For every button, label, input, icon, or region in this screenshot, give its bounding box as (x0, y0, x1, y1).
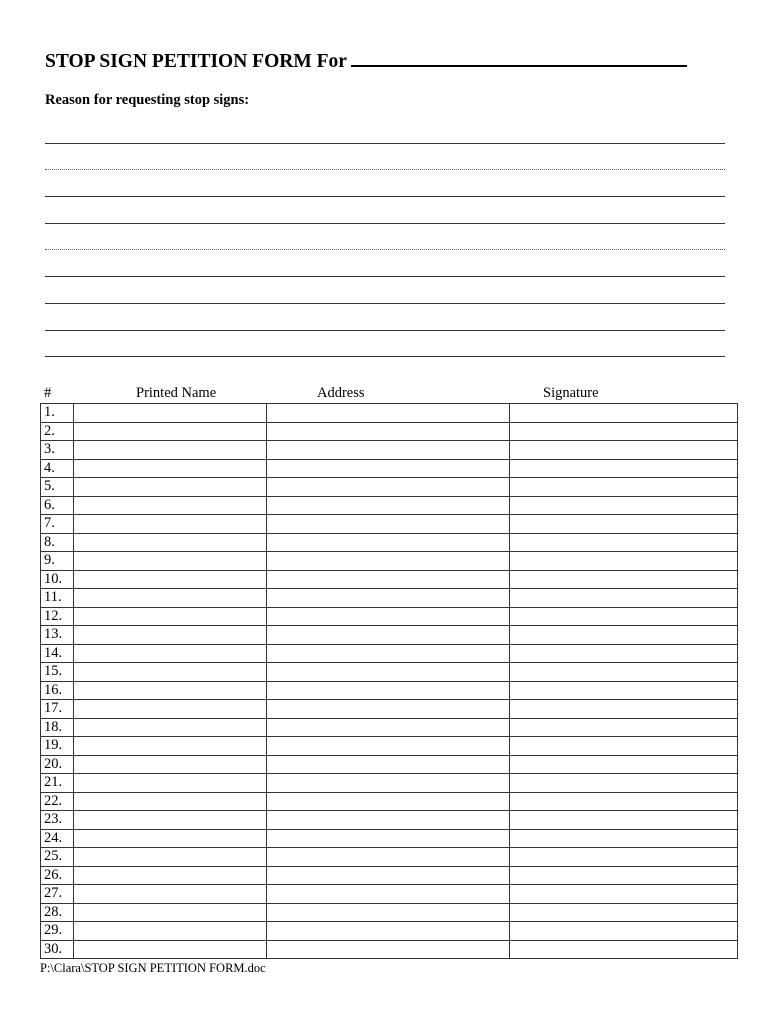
table-row (41, 866, 738, 885)
signature-cell[interactable] (510, 811, 738, 830)
table-row (41, 422, 738, 441)
signature-cell[interactable] (510, 626, 738, 645)
printed-name-cell[interactable] (74, 903, 267, 922)
file-path-footer: P:\Clara\STOP SIGN PETITION FORM.doc (40, 961, 266, 975)
printed-name-cell[interactable] (74, 422, 267, 441)
signature-cell[interactable] (510, 496, 738, 515)
reason-line[interactable] (45, 356, 725, 357)
signature-cell[interactable] (510, 663, 738, 682)
reason-line[interactable] (45, 330, 725, 331)
reason-label: Reason for requesting stop signs: (45, 92, 250, 108)
signature-table (40, 403, 738, 959)
printed-name-cell[interactable] (74, 441, 267, 460)
row-number: 15. (41, 663, 74, 682)
address-cell[interactable] (267, 885, 510, 904)
address-cell[interactable] (267, 422, 510, 441)
address-cell[interactable] (267, 441, 510, 460)
signature-cell[interactable] (510, 700, 738, 719)
printed-name-cell[interactable] (74, 718, 267, 737)
printed-name-cell[interactable] (74, 811, 267, 830)
address-cell[interactable] (267, 663, 510, 682)
row-number: 4. (41, 459, 74, 478)
reason-line[interactable] (45, 276, 725, 277)
printed-name-cell[interactable] (74, 885, 267, 904)
signature-cell[interactable] (510, 607, 738, 626)
address-cell[interactable] (267, 478, 510, 497)
signature-cell[interactable] (510, 903, 738, 922)
row-number: 27. (41, 885, 74, 904)
table-row (41, 940, 738, 959)
printed-name-cell[interactable] (74, 681, 267, 700)
row-number: 7. (41, 515, 74, 534)
signature-cell[interactable] (510, 552, 738, 571)
table-row (41, 774, 738, 793)
row-number: 30. (41, 940, 74, 959)
signature-cell[interactable] (510, 885, 738, 904)
table-row (41, 829, 738, 848)
address-cell[interactable] (267, 737, 510, 756)
signature-cell[interactable] (510, 737, 738, 756)
printed-name-cell[interactable] (74, 589, 267, 608)
signature-cell[interactable] (510, 681, 738, 700)
column-header-address: Address (317, 385, 365, 401)
reason-line[interactable] (45, 303, 725, 304)
printed-name-cell[interactable] (74, 478, 267, 497)
address-cell[interactable] (267, 552, 510, 571)
table-row (41, 885, 738, 904)
reason-line[interactable] (45, 223, 725, 224)
table-row (41, 792, 738, 811)
printed-name-cell[interactable] (74, 459, 267, 478)
address-cell[interactable] (267, 496, 510, 515)
table-row (41, 607, 738, 626)
printed-name-cell[interactable] (74, 829, 267, 848)
signature-cell[interactable] (510, 866, 738, 885)
signature-cell[interactable] (510, 774, 738, 793)
printed-name-cell[interactable] (74, 866, 267, 885)
address-cell[interactable] (267, 811, 510, 830)
address-cell[interactable] (267, 718, 510, 737)
table-row (41, 663, 738, 682)
row-number: 8. (41, 533, 74, 552)
printed-name-cell[interactable] (74, 552, 267, 571)
row-number: 21. (41, 774, 74, 793)
row-number: 10. (41, 570, 74, 589)
printed-name-cell[interactable] (74, 922, 267, 941)
row-number: 18. (41, 718, 74, 737)
signature-cell[interactable] (510, 515, 738, 534)
address-cell[interactable] (267, 570, 510, 589)
table-row (41, 515, 738, 534)
printed-name-cell[interactable] (74, 515, 267, 534)
address-cell[interactable] (267, 922, 510, 941)
table-row (41, 700, 738, 719)
reason-line[interactable] (45, 143, 725, 144)
row-number: 2. (41, 422, 74, 441)
table-row (41, 681, 738, 700)
form-title (45, 47, 687, 73)
table-row (41, 626, 738, 645)
row-number: 12. (41, 607, 74, 626)
table-row (41, 441, 738, 460)
signature-cell[interactable] (510, 644, 738, 663)
table-row (41, 552, 738, 571)
row-number: 19. (41, 737, 74, 756)
row-number: 23. (41, 811, 74, 830)
row-number: 9. (41, 552, 74, 571)
signature-cell[interactable] (510, 848, 738, 867)
column-header-printed-name: Printed Name (136, 385, 217, 401)
table-row (41, 478, 738, 497)
row-number: 13. (41, 626, 74, 645)
printed-name-cell[interactable] (74, 404, 267, 423)
row-number: 26. (41, 866, 74, 885)
signature-cell[interactable] (510, 441, 738, 460)
signature-cell[interactable] (510, 478, 738, 497)
address-cell[interactable] (267, 626, 510, 645)
table-row (41, 848, 738, 867)
table-row (41, 903, 738, 922)
signature-cell[interactable] (510, 570, 738, 589)
printed-name-cell[interactable] (74, 644, 267, 663)
table-row (41, 922, 738, 941)
row-number: 22. (41, 792, 74, 811)
address-cell[interactable] (267, 404, 510, 423)
signature-cell[interactable] (510, 422, 738, 441)
printed-name-cell[interactable] (74, 755, 267, 774)
printed-name-cell[interactable] (74, 607, 267, 626)
printed-name-cell[interactable] (74, 737, 267, 756)
printed-name-cell[interactable] (74, 792, 267, 811)
row-number: 25. (41, 848, 74, 867)
table-row (41, 811, 738, 830)
table-row (41, 496, 738, 515)
row-number: 24. (41, 829, 74, 848)
address-cell[interactable] (267, 700, 510, 719)
table-row (41, 755, 738, 774)
row-number: 11. (41, 589, 74, 608)
row-number: 20. (41, 755, 74, 774)
row-number: 16. (41, 681, 74, 700)
table-row (41, 737, 738, 756)
printed-name-cell[interactable] (74, 570, 267, 589)
row-number: 14. (41, 644, 74, 663)
printed-name-cell[interactable] (74, 533, 267, 552)
signature-cell[interactable] (510, 922, 738, 941)
address-cell[interactable] (267, 940, 510, 959)
address-cell[interactable] (267, 533, 510, 552)
printed-name-cell[interactable] (74, 774, 267, 793)
form-title-text: STOP SIGN PETITION FORM For (45, 51, 347, 72)
address-cell[interactable] (267, 903, 510, 922)
row-number: 5. (41, 478, 74, 497)
address-cell[interactable] (267, 459, 510, 478)
row-number: 29. (41, 922, 74, 941)
column-header-signature: Signature (543, 385, 599, 401)
table-row (41, 718, 738, 737)
signature-cell[interactable] (510, 459, 738, 478)
row-number: 3. (41, 441, 74, 460)
signature-cell[interactable] (510, 755, 738, 774)
printed-name-cell[interactable] (74, 848, 267, 867)
address-cell[interactable] (267, 515, 510, 534)
row-number: 1. (41, 404, 74, 423)
printed-name-cell[interactable] (74, 663, 267, 682)
signature-cell[interactable] (510, 792, 738, 811)
address-cell[interactable] (267, 681, 510, 700)
printed-name-cell[interactable] (74, 496, 267, 515)
address-cell[interactable] (267, 792, 510, 811)
signature-cell[interactable] (510, 404, 738, 423)
row-number: 17. (41, 700, 74, 719)
address-cell[interactable] (267, 589, 510, 608)
address-cell[interactable] (267, 866, 510, 885)
row-number: 6. (41, 496, 74, 515)
printed-name-cell[interactable] (74, 700, 267, 719)
address-cell[interactable] (267, 755, 510, 774)
address-cell[interactable] (267, 774, 510, 793)
signature-cell[interactable] (510, 718, 738, 737)
address-cell[interactable] (267, 607, 510, 626)
signature-cell[interactable] (510, 589, 738, 608)
table-row (41, 589, 738, 608)
reason-line[interactable] (45, 196, 725, 197)
address-cell[interactable] (267, 829, 510, 848)
title-blank-field[interactable] (351, 47, 687, 67)
row-number: 28. (41, 903, 74, 922)
signature-cell[interactable] (510, 533, 738, 552)
table-row (41, 459, 738, 478)
table-row (41, 533, 738, 552)
table-row (41, 404, 738, 423)
printed-name-cell[interactable] (74, 626, 267, 645)
address-cell[interactable] (267, 848, 510, 867)
printed-name-cell[interactable] (74, 940, 267, 959)
column-header-number: # (44, 385, 52, 401)
reason-line[interactable] (45, 169, 725, 170)
address-cell[interactable] (267, 644, 510, 663)
table-row (41, 570, 738, 589)
reason-line[interactable] (45, 249, 725, 250)
table-row (41, 644, 738, 663)
signature-cell[interactable] (510, 940, 738, 959)
signature-cell[interactable] (510, 829, 738, 848)
